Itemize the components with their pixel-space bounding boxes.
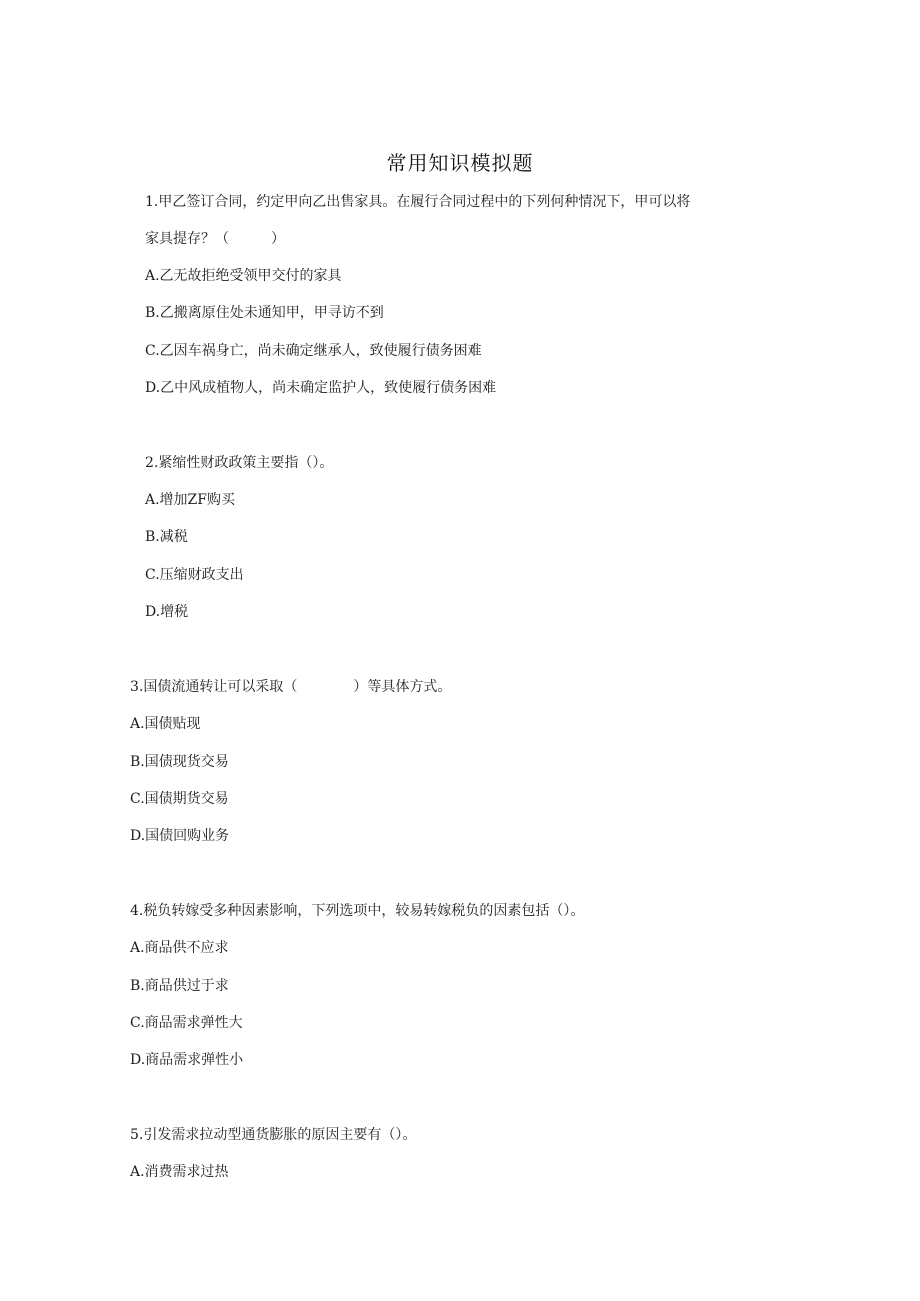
question-3-option-c: C.国债期货交易: [130, 791, 229, 807]
question-1-option-b: B.乙搬离原住处未通知甲，甲寻访不到: [145, 305, 384, 321]
question-4-option-c: C.商品需求弹性大: [130, 1015, 243, 1031]
question-4-option-d: D.商品需求弹性小: [130, 1052, 244, 1068]
question-2-stem: 2.紧缩性财政政策主要指（）。: [145, 455, 334, 471]
question-3-option-a: A.国债贴现: [130, 716, 201, 732]
question-2-option-d: D.增税: [145, 604, 189, 620]
question-3-option-b: B.国债现货交易: [130, 754, 229, 770]
question-2-option-c: C.压缩财政支出: [145, 567, 244, 583]
question-4-option-b: B.商品供过于求: [130, 978, 229, 994]
question-4-stem: 4.税负转嫁受多种因素影响，下列选项中，较易转嫁税负的因素包括（）。: [130, 903, 585, 919]
question-3-stem: 3.国债流通转让可以采取（ ）等具体方式。: [130, 679, 452, 695]
question-3-option-d: D.国债回购业务: [130, 828, 230, 844]
question-4-option-a: A.商品供不应求: [130, 940, 229, 956]
question-2-option-b: B.减税: [145, 529, 188, 545]
question-2-option-a: A.增加ZF购买: [145, 492, 236, 508]
question-1-option-d: D.乙中风成植物人，尚未确定监护人，致使履行债务困难: [145, 380, 497, 396]
question-5-option-a: A.消费需求过热: [130, 1164, 229, 1180]
question-1-stem-line-1: 1.甲乙签订合同，约定甲向乙出售家具。在履行合同过程中的下列何种情况下，甲可以将: [145, 194, 691, 210]
question-1-option-c: C.乙因车祸身亡，尚未确定继承人，致使履行债务困难: [145, 343, 482, 359]
page-title: 常用知识模拟题: [386, 151, 534, 175]
question-1-option-a: A.乙无故拒绝受领甲交付的家具: [145, 268, 342, 284]
question-5-stem: 5.引发需求拉动型通货膨胀的原因主要有（）。: [130, 1127, 417, 1143]
question-1-stem-line-2: 家具提存？（ ）: [145, 231, 285, 247]
